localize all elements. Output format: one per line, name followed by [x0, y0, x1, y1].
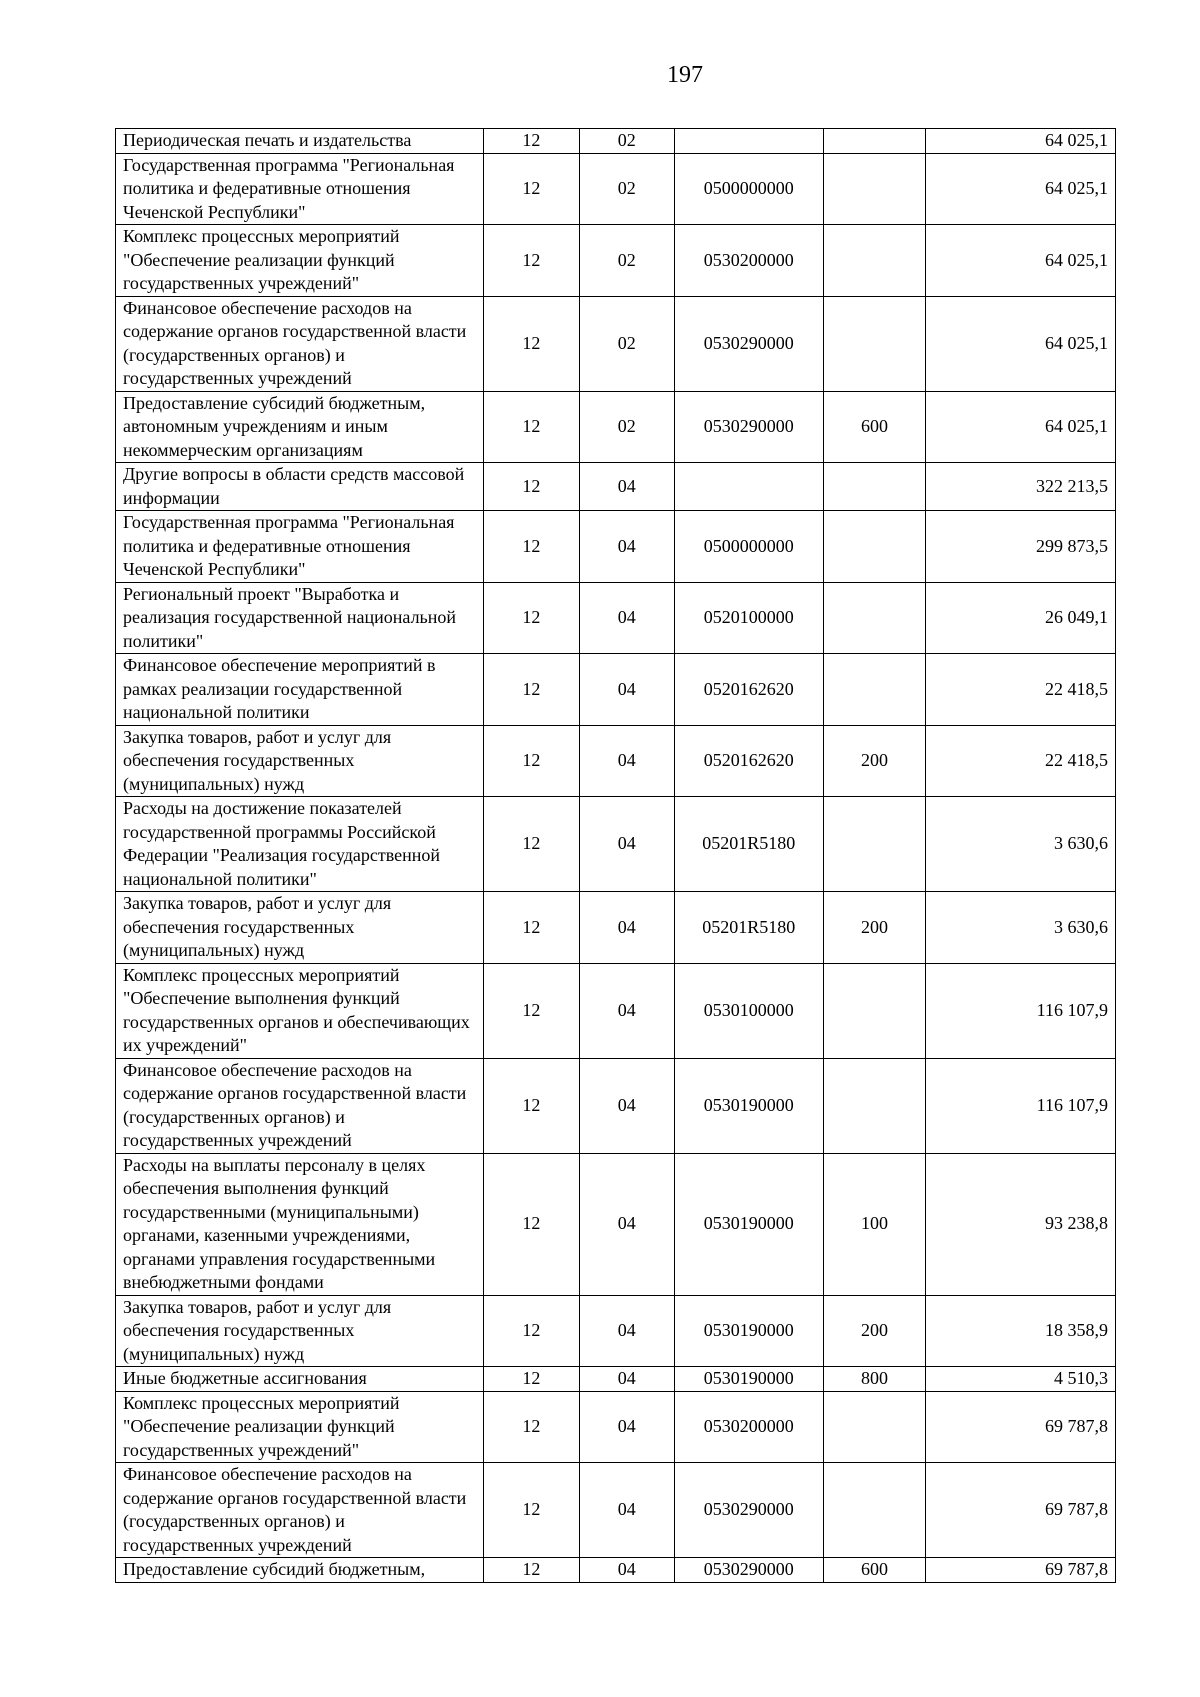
- row-name: Государственная программа "Региональная политика и федеративные отношения Чеченской Республики": [116, 511, 484, 583]
- table-row: [116, 463, 1116, 511]
- row-target-code: 0500000000: [674, 153, 823, 225]
- row-section: 12: [484, 391, 579, 463]
- row-section: 12: [484, 725, 579, 797]
- row-name: Другие вопросы в области средств массовой информации: [116, 463, 484, 511]
- row-section: 12: [484, 129, 579, 154]
- row-target-code: 0500000000: [674, 511, 823, 583]
- row-name: Комплекс процессных мероприятий "Обеспечение реализации функций государственных учреждений": [116, 1391, 484, 1463]
- row-subsection: 04: [579, 1058, 674, 1153]
- row-amount: 26 049,1: [926, 582, 1116, 654]
- row-expense-type: [823, 153, 926, 225]
- row-section: 12: [484, 511, 579, 583]
- row-amount: 299 873,5: [926, 511, 1116, 583]
- row-target-code: 0530190000: [674, 1295, 823, 1367]
- row-section: 12: [484, 1463, 579, 1558]
- table-row: [116, 892, 1116, 964]
- row-subsection: 04: [579, 1391, 674, 1463]
- row-expense-type: [823, 129, 926, 154]
- table-row: [116, 1463, 1116, 1558]
- row-subsection: 04: [579, 892, 674, 964]
- row-section: 12: [484, 1058, 579, 1153]
- row-target-code: 0530290000: [674, 391, 823, 463]
- table-row: [116, 725, 1116, 797]
- row-amount: 18 358,9: [926, 1295, 1116, 1367]
- table-row: [116, 797, 1116, 892]
- table-row: [116, 511, 1116, 583]
- row-amount: 3 630,6: [926, 892, 1116, 964]
- row-target-code: [674, 463, 823, 511]
- row-subsection: 02: [579, 153, 674, 225]
- row-subsection: 04: [579, 1558, 674, 1583]
- row-target-code: 0530190000: [674, 1367, 823, 1392]
- table-row: [116, 296, 1116, 391]
- row-expense-type: [823, 463, 926, 511]
- row-subsection: 04: [579, 1153, 674, 1295]
- row-section: 12: [484, 797, 579, 892]
- row-section: 12: [484, 296, 579, 391]
- row-expense-type: 200: [823, 725, 926, 797]
- row-target-code: 0530100000: [674, 963, 823, 1058]
- row-section: 12: [484, 225, 579, 297]
- row-amount: 64 025,1: [926, 153, 1116, 225]
- row-expense-type: 200: [823, 1295, 926, 1367]
- row-name: Государственная программа "Региональная политика и федеративные отношения Чеченской Республики": [116, 153, 484, 225]
- row-section: 12: [484, 1391, 579, 1463]
- row-section: 12: [484, 463, 579, 511]
- row-amount: 64 025,1: [926, 129, 1116, 154]
- row-expense-type: [823, 582, 926, 654]
- row-name: Предоставление субсидий бюджетным,: [116, 1558, 484, 1583]
- row-subsection: 04: [579, 511, 674, 583]
- row-name: Финансовое обеспечение расходов на содержание органов государственной власти (государственных органов) и государственных учреждений: [116, 296, 484, 391]
- table-row: [116, 1295, 1116, 1367]
- table-row: [116, 963, 1116, 1058]
- row-expense-type: [823, 1058, 926, 1153]
- row-subsection: 04: [579, 1295, 674, 1367]
- row-expense-type: [823, 963, 926, 1058]
- row-expense-type: 100: [823, 1153, 926, 1295]
- row-amount: 69 787,8: [926, 1391, 1116, 1463]
- row-amount: 22 418,5: [926, 654, 1116, 726]
- row-target-code: 0530200000: [674, 1391, 823, 1463]
- row-expense-type: [823, 1391, 926, 1463]
- row-target-code: 0520162620: [674, 654, 823, 726]
- row-amount: 322 213,5: [926, 463, 1116, 511]
- row-amount: 116 107,9: [926, 1058, 1116, 1153]
- row-expense-type: 600: [823, 1558, 926, 1583]
- row-section: 12: [484, 1153, 579, 1295]
- table-row: [116, 225, 1116, 297]
- row-expense-type: [823, 654, 926, 726]
- table-row: [116, 1391, 1116, 1463]
- row-name: Финансовое обеспечение расходов на содержание органов государственной власти (государственных органов) и государственных учреждений: [116, 1058, 484, 1153]
- row-expense-type: 800: [823, 1367, 926, 1392]
- row-amount: 69 787,8: [926, 1463, 1116, 1558]
- row-name: Периодическая печать и издательства: [116, 129, 484, 154]
- table-row: [116, 391, 1116, 463]
- row-target-code: 0520162620: [674, 725, 823, 797]
- table-row: [116, 1058, 1116, 1153]
- row-amount: 69 787,8: [926, 1558, 1116, 1583]
- table-row: [116, 1153, 1116, 1295]
- row-name: Комплекс процессных мероприятий "Обеспечение реализации функций государственных учреждений": [116, 225, 484, 297]
- row-expense-type: [823, 296, 926, 391]
- row-subsection: 04: [579, 654, 674, 726]
- row-target-code: 0520100000: [674, 582, 823, 654]
- row-target-code: 0530190000: [674, 1058, 823, 1153]
- row-subsection: 04: [579, 463, 674, 511]
- row-section: 12: [484, 892, 579, 964]
- table-row: [116, 654, 1116, 726]
- row-expense-type: [823, 797, 926, 892]
- row-expense-type: [823, 1463, 926, 1558]
- row-amount: 4 510,3: [926, 1367, 1116, 1392]
- row-target-code: 0530290000: [674, 296, 823, 391]
- page-number: 197: [667, 62, 703, 88]
- row-target-code: 0530290000: [674, 1558, 823, 1583]
- row-subsection: 04: [579, 797, 674, 892]
- row-target-code: 0530200000: [674, 225, 823, 297]
- row-section: 12: [484, 1367, 579, 1392]
- row-amount: 22 418,5: [926, 725, 1116, 797]
- table-row: [116, 582, 1116, 654]
- row-amount: 3 630,6: [926, 797, 1116, 892]
- row-subsection: 04: [579, 1463, 674, 1558]
- row-subsection: 04: [579, 582, 674, 654]
- row-name: Комплекс процессных мероприятий "Обеспечение выполнения функций государственных органов и обеспечивающих их учреждений": [116, 963, 484, 1058]
- row-subsection: 02: [579, 129, 674, 154]
- row-name: Предоставление субсидий бюджетным, автономным учреждениям и иным некоммерческим организациям: [116, 391, 484, 463]
- row-amount: 93 238,8: [926, 1153, 1116, 1295]
- row-section: 12: [484, 153, 579, 225]
- row-expense-type: 600: [823, 391, 926, 463]
- row-name: Финансовое обеспечение расходов на содержание органов государственной власти (государственных органов) и государственных учреждений: [116, 1463, 484, 1558]
- row-name: Финансовое обеспечение мероприятий в рамках реализации государственной национальной политики: [116, 654, 484, 726]
- row-section: 12: [484, 1295, 579, 1367]
- row-name: Закупка товаров, работ и услуг для обеспечения государственных (муниципальных) нужд: [116, 892, 484, 964]
- row-amount: 64 025,1: [926, 296, 1116, 391]
- row-section: 12: [484, 963, 579, 1058]
- row-amount: 64 025,1: [926, 391, 1116, 463]
- row-target-code: 0530190000: [674, 1153, 823, 1295]
- row-name: Закупка товаров, работ и услуг для обеспечения государственных (муниципальных) нужд: [116, 725, 484, 797]
- table-row: [116, 1367, 1116, 1392]
- row-expense-type: 200: [823, 892, 926, 964]
- row-name: Региональный проект "Выработка и реализация государственной национальной политики": [116, 582, 484, 654]
- row-section: 12: [484, 1558, 579, 1583]
- row-target-code: 05201R5180: [674, 797, 823, 892]
- budget-table: [115, 128, 1116, 1583]
- row-expense-type: [823, 511, 926, 583]
- row-target-code: [674, 129, 823, 154]
- row-subsection: 04: [579, 963, 674, 1058]
- row-amount: 116 107,9: [926, 963, 1116, 1058]
- row-subsection: 04: [579, 725, 674, 797]
- row-subsection: 02: [579, 391, 674, 463]
- row-subsection: 02: [579, 225, 674, 297]
- row-amount: 64 025,1: [926, 225, 1116, 297]
- row-subsection: 02: [579, 296, 674, 391]
- row-name: Иные бюджетные ассигнования: [116, 1367, 484, 1392]
- row-name: Закупка товаров, работ и услуг для обеспечения государственных (муниципальных) нужд: [116, 1295, 484, 1367]
- table-row: [116, 153, 1116, 225]
- row-section: 12: [484, 582, 579, 654]
- row-section: 12: [484, 654, 579, 726]
- row-target-code: 0530290000: [674, 1463, 823, 1558]
- row-name: Расходы на выплаты персоналу в целях обеспечения выполнения функций государственными (муниципальными) органами, казенными учреждениями, органами управления государственными внебюджетными фондами: [116, 1153, 484, 1295]
- row-subsection: 04: [579, 1367, 674, 1392]
- row-target-code: 05201R5180: [674, 892, 823, 964]
- row-expense-type: [823, 225, 926, 297]
- row-name: Расходы на достижение показателей государственной программы Российской Федерации "Реализация государственной национальной политики": [116, 797, 484, 892]
- table-row: [116, 1558, 1116, 1583]
- table-row: [116, 129, 1116, 154]
